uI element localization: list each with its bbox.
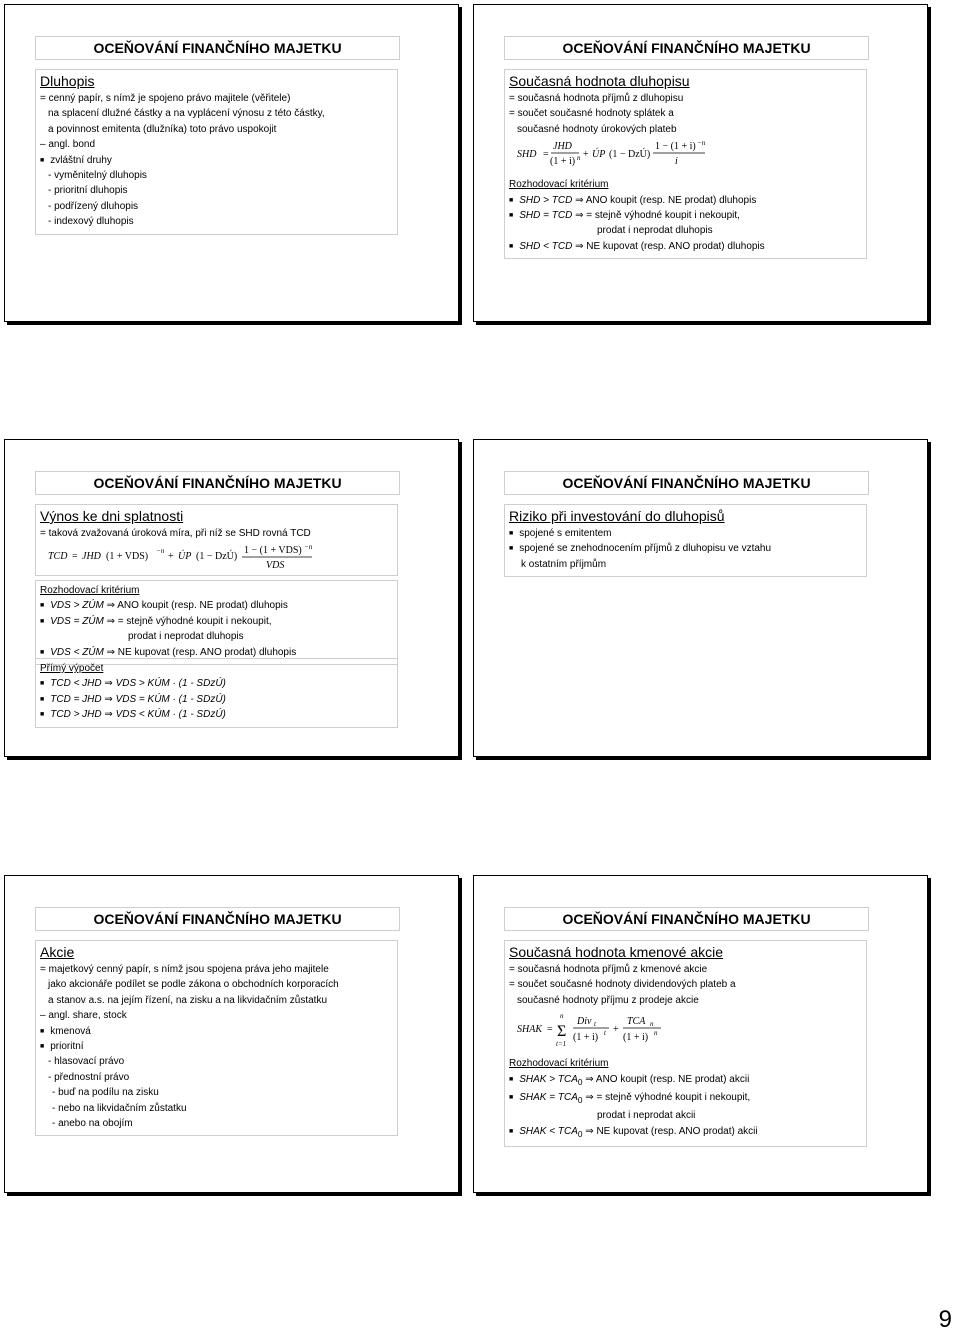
- formula-den1: (1 + i): [573, 1032, 599, 1044]
- slide-heading: Současná hodnota kmenové akcie: [509, 944, 724, 960]
- direct-text: VDS = KÚM · (1 - SDzÚ): [115, 693, 226, 705]
- criterion-text: = stejně výhodné koupit i nekoupit,: [586, 210, 740, 222]
- list-item: - přednostní právo: [48, 1071, 130, 1083]
- criterion-text: ANO koupit (resp. NE prodat) dluhopis: [585, 194, 757, 206]
- formula-factor: (1 − DzÚ): [196, 551, 238, 563]
- criterion-row: ■ VDS < ZÚM ⇒ NE kupovat (resp. ANO prodat) dluhopis: [40, 645, 393, 660]
- criterion-sub: 0: [577, 1095, 583, 1106]
- slide-heading: Současná hodnota dluhopisu: [509, 73, 690, 89]
- text-line: = současná hodnota příjmů z dluhopisu: [509, 93, 684, 104]
- formula-exp1: t: [604, 1029, 606, 1038]
- formula-exp2: −n: [697, 139, 706, 148]
- formula-den2: (1 + i): [623, 1032, 649, 1044]
- slide-soucasna-hodnota-akcie: [473, 875, 928, 1193]
- formula-plus: +: [613, 1024, 619, 1036]
- formula-den2: VDS: [266, 560, 285, 572]
- formula-svg: [517, 141, 717, 173]
- formula-num2: 1 − (1 + VDS): [244, 545, 302, 557]
- formula-b: (1 + VDS): [106, 551, 149, 563]
- slide-soucasna-hodnota-dluhopisu: [473, 4, 928, 322]
- formula-exp: n: [577, 154, 581, 163]
- direct-box: [35, 658, 398, 728]
- criterion-text: ANO koupit (resp. NE prodat) dluhopis: [117, 600, 288, 612]
- slide-heading: Výnos ke dni splatnosti: [40, 508, 184, 524]
- direct-cond: TCD < JHD: [50, 678, 102, 690]
- direct-cond: TCD > JHD: [50, 709, 102, 721]
- criterion-cond: SHAK > TCA: [519, 1073, 578, 1085]
- criteria-label: Rozhodovací kritérium: [509, 179, 609, 191]
- criterion-cond: SHAK < TCA: [519, 1125, 578, 1137]
- criterion-cond: VDS > ZÚM: [50, 600, 104, 612]
- sum-bottom: t=1: [556, 1040, 567, 1049]
- content-box: [35, 69, 398, 235]
- content-box: [504, 504, 867, 577]
- text-line: a povinnost emitenta (dlužníka) toto právo uspokojit: [48, 123, 277, 135]
- text-line: = současná hodnota příjmů z kmenové akcie: [509, 964, 708, 975]
- list-item: - anebo na obojím: [52, 1118, 133, 1130]
- text-line: a stanov a.s. na jejím řízení, na zisku a na likvidačním zůstatku: [48, 994, 328, 1006]
- formula-lhs: SHD: [517, 149, 537, 161]
- direct-text: VDS < KÚM · (1 - SDzÚ): [115, 709, 226, 721]
- criterion-text: ANO koupit (resp. NE prodat) akcii: [595, 1073, 750, 1085]
- content-box: [35, 504, 398, 576]
- formula-plus: +: [168, 551, 174, 563]
- slide-riziko: [473, 439, 928, 757]
- criterion-row: ■ SHD > TCD ⇒ ANO koupit (resp. NE prodat) dluhopis: [509, 193, 862, 208]
- bullet-item: ■ kmenová: [40, 1024, 393, 1039]
- formula-den: (1 + i): [550, 156, 576, 168]
- formula-up: ÚP: [592, 149, 606, 161]
- list-item: - nebo na likvidačním zůstatku: [52, 1102, 187, 1114]
- content-box: [504, 940, 867, 1147]
- direct-row: ■ TCD > JHD ⇒ VDS < KÚM · (1 - SDzÚ): [40, 707, 393, 722]
- criterion-cond: VDS < ZÚM: [50, 646, 104, 658]
- formula-eq: =: [547, 1024, 553, 1036]
- criterion-sub: 0: [577, 1128, 583, 1139]
- content-box: [504, 69, 867, 259]
- bullet-item: ■ prioritní: [40, 1039, 393, 1054]
- slide-heading: Dluhopis: [40, 73, 95, 89]
- criterion-row: ■ SHD = TCD ⇒ = stejně výhodné koupit i nekoupit,: [509, 208, 862, 223]
- criterion-cond: SHD = TCD: [519, 210, 573, 222]
- formula-exp2: n: [654, 1029, 658, 1038]
- criterion-cond: VDS = ZÚM: [50, 615, 104, 627]
- formula-num: JHD: [553, 141, 572, 153]
- direct-label: Přímý výpočet: [40, 663, 104, 674]
- criterion-text: = stejně výhodné koupit i nekoupit,: [596, 1092, 751, 1104]
- criterion-cond: SHD > TCD: [519, 194, 573, 206]
- criterion-text: NE kupovat (resp. ANO prodat) dluhopis: [586, 240, 765, 252]
- direct-row: ■ TCD < JHD ⇒ VDS > KÚM · (1 - SDzÚ): [40, 676, 393, 691]
- formula-eq: =: [543, 149, 549, 161]
- criteria-label: Rozhodovací kritérium: [509, 1058, 609, 1070]
- text-line: = taková zvažovaná úroková míra, při níž se SHD rovná TCD: [40, 528, 311, 539]
- criterion-cond: SHAK = TCA: [519, 1092, 578, 1104]
- text-line: současné hodnoty úrokových plateb: [517, 123, 677, 135]
- formula-lhs: TCD: [48, 551, 68, 563]
- text-line: – angl. share, stock: [40, 1010, 127, 1022]
- formula-eq: =: [72, 551, 78, 563]
- formula-num2: TCA: [627, 1016, 646, 1028]
- slide-heading: Riziko při investování do dluhopisů: [509, 508, 725, 524]
- formula-up: ÚP: [178, 551, 192, 563]
- formula-svg: [48, 545, 318, 577]
- text-line: současné hodnoty příjmu z prodeje akcie: [517, 994, 699, 1006]
- formula-lhs: SHAK: [517, 1024, 542, 1036]
- text-line: na splacení dlužné částky a na vyplácení výnosu z této částky,: [48, 108, 325, 120]
- criterion-cond: SHD < TCD: [519, 240, 573, 252]
- text-line: = majetkový cenný papír, s nímž jsou spojena práva jeho majitele: [40, 964, 329, 975]
- criterion-row: ■ VDS > ZÚM ⇒ ANO koupit (resp. NE prodat) dluhopis: [40, 598, 393, 613]
- criterion-text: NE kupovat (resp. ANO prodat) akcii: [596, 1125, 758, 1137]
- slide-title: OCEŇOVÁNÍ FINANČNÍHO MAJETKU: [504, 907, 869, 931]
- bullet-item: ■ spojené se znehodnocením příjmů z dluhopisu ve vztahu: [509, 541, 862, 556]
- text-line: = součet současné hodnoty splátek a: [509, 108, 674, 120]
- criterion-continuation: prodat i neprodat akcii: [597, 1110, 696, 1122]
- criterion-row: ■ SHAK = $TCA_0$ ⇒ = stejně výhodné koupit i nekoupit,: [509, 1090, 862, 1108]
- criterion-continuation: prodat i neprodat dluhopis: [128, 631, 244, 643]
- page-number: 9: [938, 1306, 952, 1333]
- slide-title: OCEŇOVÁNÍ FINANČNÍHO MAJETKU: [504, 471, 869, 495]
- formula-num2: 1 − (1 + i): [655, 141, 696, 153]
- slide-vynos-ke-dni-splatnosti: [4, 439, 459, 757]
- list-item: - buď na podílu na zisku: [52, 1087, 159, 1099]
- criterion-text: NE kupovat (resp. ANO prodat) dluhopis: [117, 646, 297, 658]
- formula-exp2: −n: [304, 543, 313, 552]
- formula-num1: Div: [577, 1016, 592, 1028]
- text-line: = součet současné hodnoty dividendových plateb a: [509, 979, 736, 991]
- list-item: - indexový dluhopis: [48, 216, 134, 228]
- slide-heading: Akcie: [40, 944, 75, 960]
- list-item: - prioritní dluhopis: [48, 185, 128, 197]
- text-line: jako akcionáře podílet se podle zákona o obchodních korporacích: [48, 979, 339, 991]
- slide-title: OCEŇOVÁNÍ FINANČNÍHO MAJETKU: [504, 36, 869, 60]
- formula-shd: [517, 141, 862, 173]
- criterion-text: = stejně výhodné koupit i nekoupit,: [117, 615, 272, 627]
- formula-shak: [517, 1012, 862, 1052]
- slide-title: OCEŇOVÁNÍ FINANČNÍHO MAJETKU: [35, 36, 400, 60]
- slide-dluhopis: [4, 4, 459, 322]
- direct-cond: TCD = JHD: [50, 693, 102, 705]
- formula-plus: +: [583, 149, 589, 161]
- formula-den2: i: [675, 156, 678, 168]
- list-item: - vyměnitelný dluhopis: [48, 170, 147, 182]
- sigma-icon: Σ: [557, 1023, 567, 1041]
- text-line: k ostatním příjmům: [521, 558, 607, 570]
- list-item: - podřízený dluhopis: [48, 200, 139, 212]
- formula-num2-sub: n: [650, 1020, 654, 1029]
- formula-svg: [517, 1012, 677, 1050]
- text-line: = cenný papír, s nímž je spojeno právo majitele (věřitele): [40, 93, 291, 104]
- criterion-sub: 0: [577, 1076, 583, 1087]
- slide-title: OCEŇOVÁNÍ FINANČNÍHO MAJETKU: [35, 907, 400, 931]
- formula-a: JHD: [82, 551, 101, 563]
- formula-num1-sub: t: [594, 1020, 596, 1029]
- slide-title: OCEŇOVÁNÍ FINANČNÍHO MAJETKU: [35, 471, 400, 495]
- criteria-label: Rozhodovací kritérium: [40, 585, 140, 596]
- direct-text: VDS > KÚM · (1 - SDzÚ): [115, 678, 226, 690]
- direct-row: ■ TCD = JHD ⇒ VDS = KÚM · (1 - SDzÚ): [40, 692, 393, 707]
- formula-factor: (1 − DzÚ): [609, 149, 651, 161]
- criteria-box: [35, 580, 398, 665]
- content-box: [35, 940, 398, 1136]
- criterion-row: ■ VDS = ZÚM ⇒ = stejně výhodné koupit i nekoupit,: [40, 614, 393, 629]
- criterion-continuation: prodat i neprodat dluhopis: [597, 225, 713, 237]
- bullet-item: ■ spojené s emitentem: [509, 526, 862, 541]
- bullet-item: ■ zvláštní druhy: [40, 153, 393, 168]
- criterion-row: ■ SHD < TCD ⇒ NE kupovat (resp. ANO prodat) dluhopis: [509, 239, 862, 254]
- criterion-row: ■ SHAK > $TCA_0$ ⇒ ANO koupit (resp. NE prodat) akcii: [509, 1072, 862, 1090]
- list-item: - hlasovací právo: [48, 1056, 125, 1068]
- criterion-row: ■ SHAK < $TCA_0$ ⇒ NE kupovat (resp. ANO prodat) akcii: [509, 1124, 862, 1142]
- slide-akcie: [4, 875, 459, 1193]
- formula-tcd: [48, 545, 393, 577]
- text-line: – angl. bond: [40, 139, 96, 151]
- sum-top: n: [560, 1012, 564, 1021]
- formula-exp: −n: [156, 547, 165, 556]
